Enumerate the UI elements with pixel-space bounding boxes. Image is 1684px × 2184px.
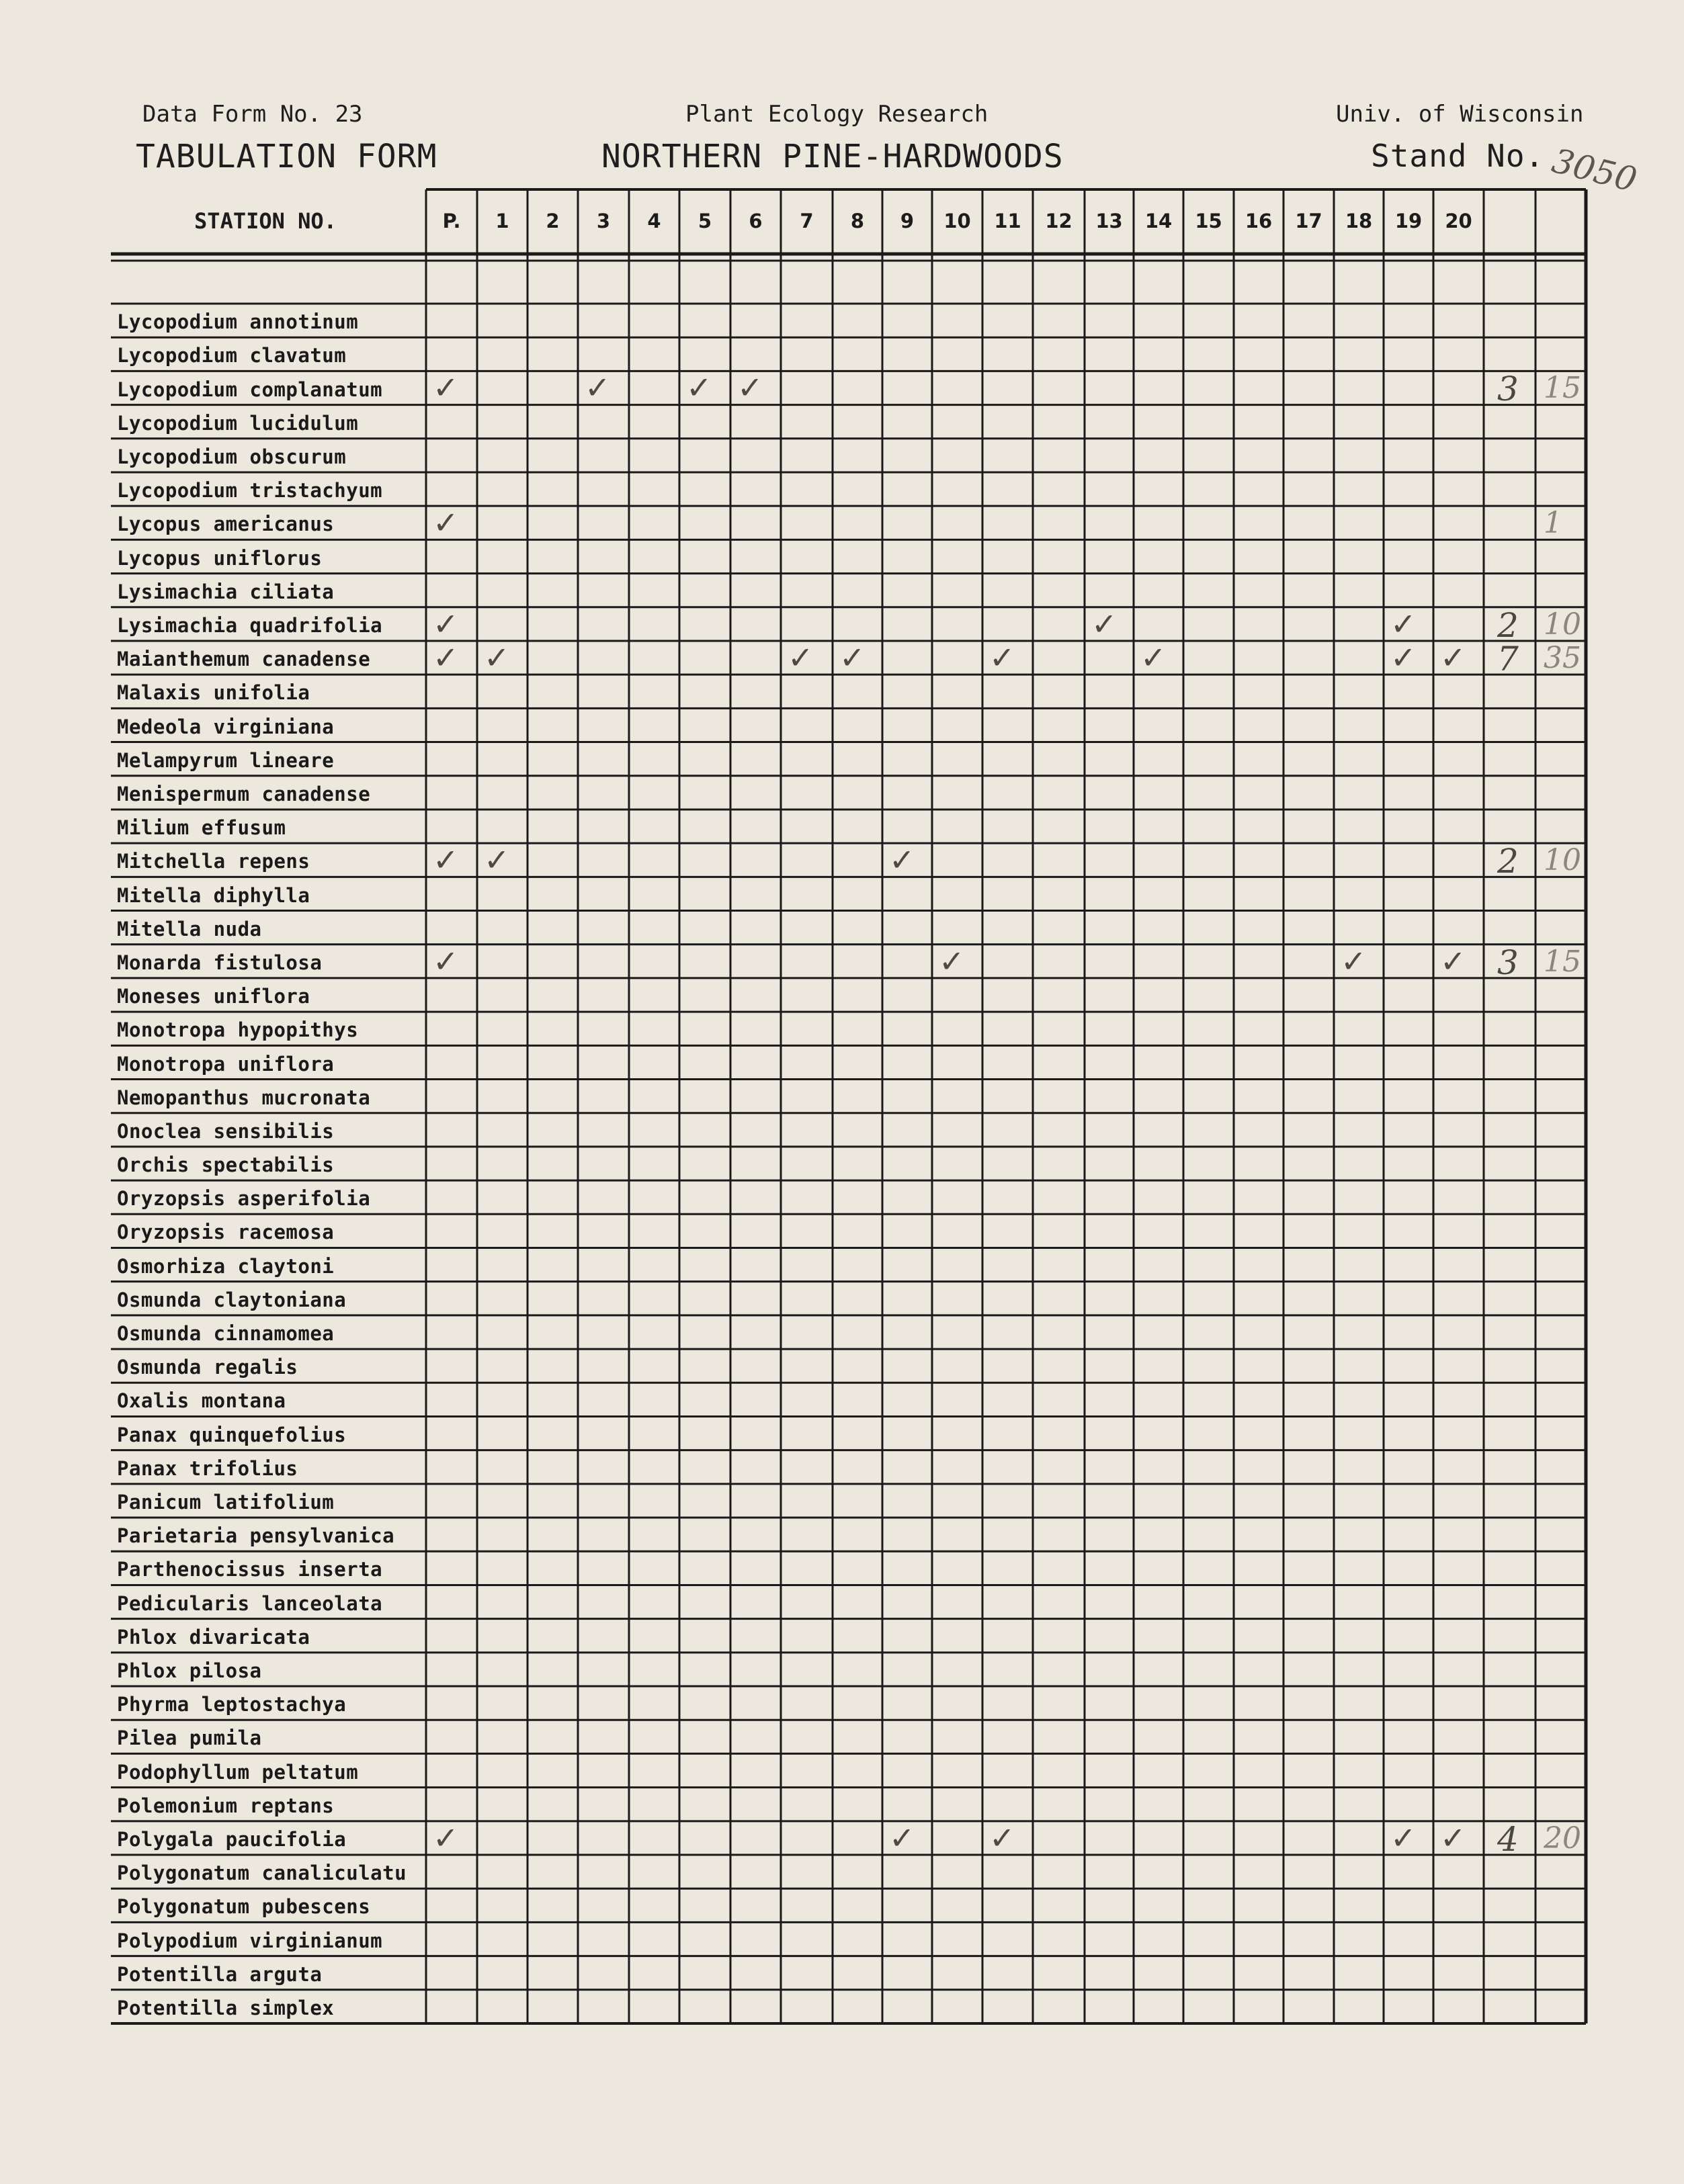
column-header: 5 xyxy=(698,210,712,232)
frequency-percent: 10 xyxy=(1544,607,1581,642)
check-mark: ✓ xyxy=(433,1819,459,1856)
stand-number-handwritten: 3050 xyxy=(1548,141,1641,200)
species-name: Polemonium reptans xyxy=(117,1794,335,1817)
check-mark: ✓ xyxy=(1390,1819,1417,1856)
species-name: Polypodium virginianum xyxy=(117,1929,383,1952)
frequency-percent: 35 xyxy=(1544,640,1581,675)
check-mark: ✓ xyxy=(585,369,611,406)
column-header: 10 xyxy=(943,210,971,232)
species-name: Panax trifolius xyxy=(117,1456,298,1480)
species-name: Lycopodium lucidulum xyxy=(117,411,359,435)
species-name: Oxalis montana xyxy=(117,1389,286,1413)
column-header: 8 xyxy=(850,210,865,232)
species-name: Lycopus uniflorus xyxy=(117,546,323,570)
species-name: Phlox divaricata xyxy=(117,1625,310,1649)
check-mark: ✓ xyxy=(1390,605,1417,642)
species-name: Lycopodium tristachyum xyxy=(117,479,383,503)
species-name: Nemopanthus mucronata xyxy=(117,1086,371,1109)
check-mark: ✓ xyxy=(433,369,459,406)
check-mark: ✓ xyxy=(686,369,712,406)
check-mark: ✓ xyxy=(433,505,459,541)
community-title: NORTHERN PINE-HARDWOODS xyxy=(601,138,1064,175)
check-mark: ✓ xyxy=(889,1819,915,1856)
species-name: Panicum latifolium xyxy=(117,1491,335,1514)
column-header: 17 xyxy=(1295,210,1322,232)
station-count: 3 xyxy=(1497,943,1519,982)
species-name: Malaxis unifolia xyxy=(117,681,310,705)
species-name: Panax quinquefolius xyxy=(117,1423,347,1446)
species-name: Lycopodium annotinum xyxy=(117,310,359,334)
check-mark: ✓ xyxy=(484,639,510,676)
species-name: Orchis spectabilis xyxy=(117,1153,335,1177)
frequency-percent: 1 xyxy=(1544,506,1562,541)
species-name: Lysimachia ciliata xyxy=(117,580,335,603)
species-name: Lycopodium clavatum xyxy=(117,344,347,367)
check-mark: ✓ xyxy=(839,639,866,676)
species-name: Lycopus americanus xyxy=(117,513,335,536)
species-name: Parthenocissus inserta xyxy=(117,1558,383,1581)
species-name: Onoclea sensibilis xyxy=(117,1119,335,1143)
check-mark: ✓ xyxy=(433,605,459,642)
species-name: Polygala paucifolia xyxy=(117,1828,347,1851)
check-mark: ✓ xyxy=(737,369,763,406)
column-header: 19 xyxy=(1394,210,1423,232)
station-count: 2 xyxy=(1497,842,1519,881)
check-mark: ✓ xyxy=(1091,605,1118,642)
species-name: Phlox pilosa xyxy=(117,1659,262,1683)
species-name: Osmorhiza claytoni xyxy=(117,1254,335,1278)
species-name: Monarda fistulosa xyxy=(117,951,323,974)
species-name: Maianthemum canadense xyxy=(117,648,371,671)
species-name: Osmunda cinnamomea xyxy=(117,1322,335,1346)
species-name: Moneses uniflora xyxy=(117,985,310,1008)
station-count: 4 xyxy=(1497,1819,1519,1859)
station-count: 3 xyxy=(1497,369,1519,409)
species-name: Milium effusum xyxy=(117,816,286,840)
species-name: Potentilla arguta xyxy=(117,1962,323,1986)
species-name: Oryzopsis asperifolia xyxy=(117,1187,371,1211)
university-heading: Univ. of Wisconsin xyxy=(1336,101,1584,128)
check-mark: ✓ xyxy=(433,842,459,879)
form-title: TABULATION FORM xyxy=(136,138,437,175)
column-header: 14 xyxy=(1144,210,1173,232)
species-name: Monotropa uniflora xyxy=(117,1052,335,1076)
species-name: Osmunda regalis xyxy=(117,1356,298,1379)
column-header: 1 xyxy=(495,210,509,232)
frequency-percent: 20 xyxy=(1544,1821,1581,1855)
check-mark: ✓ xyxy=(484,842,510,879)
research-heading: Plant Ecology Research xyxy=(685,101,988,128)
column-header: 7 xyxy=(800,210,814,232)
column-header: 20 xyxy=(1445,210,1472,232)
species-name: Pedicularis lanceolata xyxy=(117,1591,383,1615)
species-name: Mitella nuda xyxy=(117,917,262,941)
column-header: 4 xyxy=(647,210,661,232)
check-mark: ✓ xyxy=(433,943,459,979)
species-name: Polygonatum canaliculatu xyxy=(117,1862,407,1885)
species-name: Lycopodium obscurum xyxy=(117,445,347,468)
station-number-label: STATION NO. xyxy=(194,208,337,234)
check-mark: ✓ xyxy=(1440,1819,1466,1856)
species-name: Lysimachia quadrifolia xyxy=(117,613,383,637)
species-name: Lycopodium complanatum xyxy=(117,378,383,401)
form-number: Data Form No. 23 xyxy=(142,101,363,128)
column-header: 2 xyxy=(546,210,560,232)
column-header: 6 xyxy=(749,210,763,232)
check-mark: ✓ xyxy=(788,639,814,676)
column-header: 15 xyxy=(1195,210,1222,232)
species-name: Mitella diphylla xyxy=(117,883,310,907)
check-mark: ✓ xyxy=(1140,639,1167,676)
species-name: Podophyllum peltatum xyxy=(117,1760,359,1784)
column-header: 16 xyxy=(1245,210,1273,232)
check-mark: ✓ xyxy=(889,842,915,879)
column-header: 13 xyxy=(1095,210,1123,232)
column-header: 18 xyxy=(1345,210,1373,232)
species-name: Oryzopsis racemosa xyxy=(117,1221,335,1244)
species-name: Mitchella repens xyxy=(117,850,310,873)
species-name: Menispermum canadense xyxy=(117,782,371,805)
species-name: Osmunda claytoniana xyxy=(117,1288,347,1311)
frequency-percent: 15 xyxy=(1544,944,1581,979)
check-mark: ✓ xyxy=(1390,639,1417,676)
species-name: Melampyrum lineare xyxy=(117,748,335,772)
species-name: Potentilla simplex xyxy=(117,1997,335,2019)
column-header: 9 xyxy=(900,210,915,232)
species-name: Pilea pumila xyxy=(117,1727,262,1750)
species-name: Monotropa hypopithys xyxy=(117,1018,359,1042)
species-name: Polygonatum pubescens xyxy=(117,1895,371,1919)
station-count: 7 xyxy=(1497,639,1519,679)
column-header: 11 xyxy=(994,210,1021,232)
check-mark: ✓ xyxy=(989,1819,1015,1856)
check-mark: ✓ xyxy=(1440,943,1466,979)
stand-label: Stand No. xyxy=(1371,138,1545,174)
check-mark: ✓ xyxy=(433,639,459,676)
check-mark: ✓ xyxy=(939,943,965,979)
check-mark: ✓ xyxy=(1341,943,1367,979)
frequency-percent: 10 xyxy=(1544,843,1581,878)
species-name: Parietaria pensylvanica xyxy=(117,1524,395,1548)
species-name: Phyrma leptostachya xyxy=(117,1693,347,1716)
check-mark: ✓ xyxy=(989,639,1015,676)
species-name: Medeola virginiana xyxy=(117,715,335,738)
column-header: P. xyxy=(442,210,461,232)
station-count: 2 xyxy=(1497,605,1519,645)
frequency-percent: 15 xyxy=(1544,371,1581,406)
column-header: 3 xyxy=(596,210,611,232)
column-header: 12 xyxy=(1045,210,1072,232)
check-mark: ✓ xyxy=(1440,639,1466,676)
